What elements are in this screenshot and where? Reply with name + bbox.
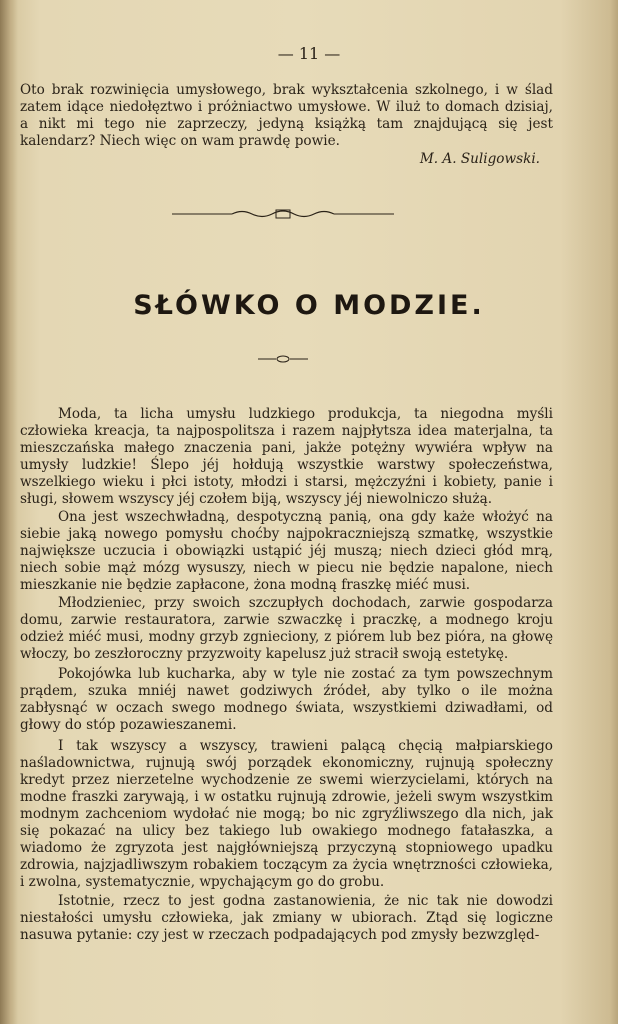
body-paragraph-3: Młodzieniec, przy swoich szczupłych dochodach, zarwie gospodarza domu, zarwie restauratora, zarwie szwaczkę i praczkę, a modnego kroju odzież miéć musi, modny grzyb zgnieciony, z piórem lub bez pióra, na głowę włoczy, bo zeszłoroczny przyzwoity kapelusz już stracił swoją estetykę. <box>20 595 553 662</box>
author-signature: M. A. Suligowski. <box>419 151 540 167</box>
top-paragraph: Oto brak rozwinięcia umysłowego, brak wykształcenia szkolnego, i w ślad zatem idące niedołęztwo i próżniactwo umysłowe. W iluż to domach dzisiaj, a nikt mi tego nie zaprzeczy, jedyną książką tam znajdującą się jest kalendarz? Niech więc on wam prawdę powie. <box>20 82 553 149</box>
page-binding-edge <box>0 0 18 1024</box>
body-paragraph-2: Ona jest wszechwładną, despotyczną panią, ona gdy każe włożyć na siebie jaką nowego pomysłu choćby najpokraczniejszą szmatkę, wszystkie największe uczucia i obowiązki ustąpić jéj muszą; niech dzieci głód mrą, niech sobie mąż mózg wysuszy, niech w piecu nie będzie napalone, niech mieszkanie nie będzie zapłacone, żona modną fraszkę miéć musi. <box>20 509 553 593</box>
page-number: — 11 — <box>277 44 341 63</box>
body-paragraph-1: Moda, ta licha umysłu ludzkiego produkcja, ta niegodna myśli człowieka kreacja, ta najpospolitsza i razem najpłytsza idea materjalna, ta mieszczańska małego znaczenia pani, jakże potężny wywiéra wpływ na umysły ludzkie! Ślepo jéj hołdują wszystkie warstwy społeczeństwa, wszelkiego wieku i płci istoty, młodzi i starsi, mężczyźni i kobiety, panie i sługi, słowem wszyscy jéj czołem biją, wszyscy jéj niewolniczo służą. <box>20 406 553 507</box>
article-title: SŁÓWKO O MODZIE. <box>133 290 485 321</box>
body-paragraph-6: Istotnie, rzecz to jest godna zastanowienia, że nic tak nie dowodzi niestałości umysłu człowieka, jak zmiany w ubiorach. Ztąd się logiczne nasuwa pytanie: czy jest w rzeczach podpadających pod zmysły bezwzględ- <box>20 893 553 943</box>
small-ornament <box>258 354 308 364</box>
ornamental-divider <box>172 207 394 221</box>
body-paragraph-4: Pokojówka lub kucharka, aby w tyle nie zostać za tym powszechnym prądem, szuka mniéj nawet godziwych źródeł, aby tylko o ile można zabłysnąć w oczach swego modnego świata, wszystkiemi dziwadłami, od głowy do stóp pozawieszanemi. <box>20 666 553 733</box>
body-paragraph-5: I tak wszyscy a wszyscy, trawieni palącą chęcią małpiarskiego naśladownictwa, rujnują swój porządek ekonomiczny, rujnują społeczny kredyt przez nierzetelne wychodzenie ze swemi wierzycielami, których na modne fraszki zarywają, i w ostatku rujnują zdrowie, jeżeli swym wszystkim modnym zachceniom wydołać nie mogą; bo nic zgryźliwszego dla nich, jak się pokazać na ulicy bez takiego lub owakiego modnego fatałaszka, a wiadomo że zgryzota jest najgłówniejszą przyczyną stopniowego upadku zdrowia, najzjadliwszym robakiem toczącym za życia wnętrzności człowieka, i zwolna, systematycznie, wpychającym go do grobu. <box>20 738 553 890</box>
